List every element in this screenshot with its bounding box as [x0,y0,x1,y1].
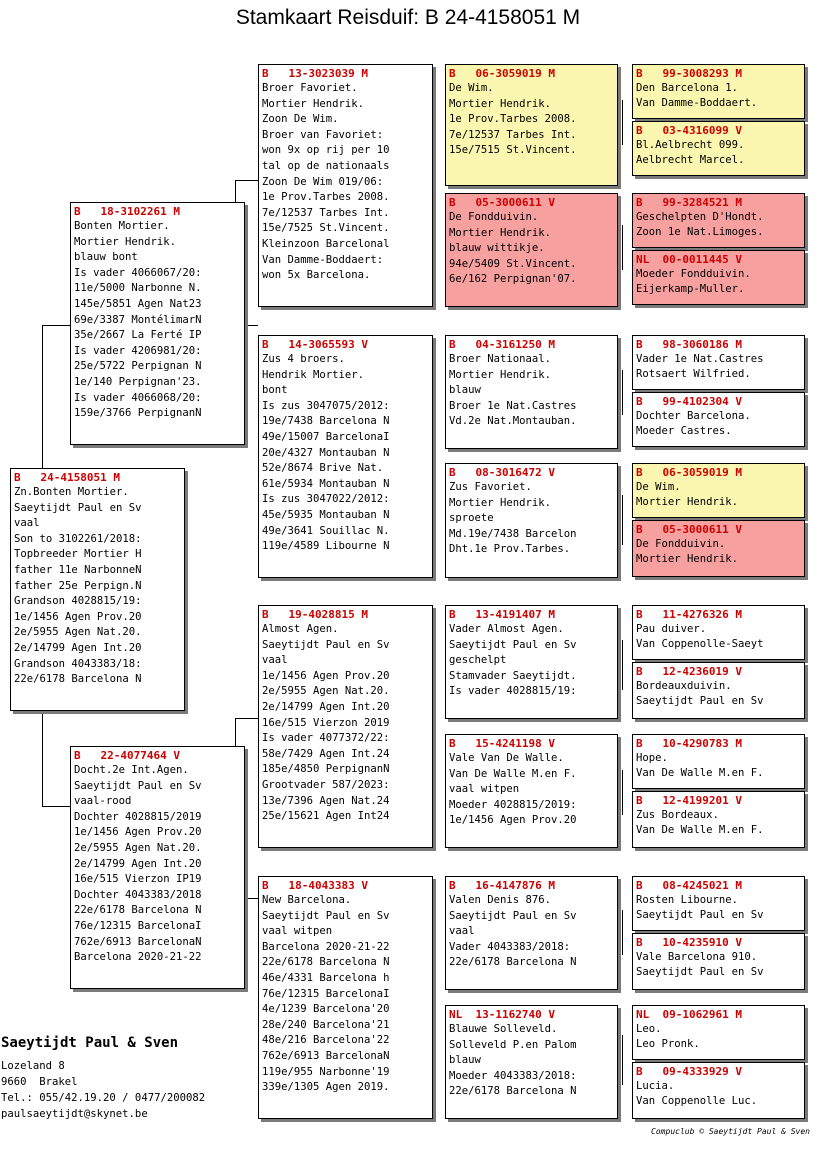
pedigree-card-gggp [632,662,805,719]
card-line: 76e/12315 BarcelonaI [262,987,390,1000]
card-line: Vale Van De Walle. [449,752,564,764]
card-line: 25e/15621 Agen Int24 [262,810,390,823]
card-line: Mortier Hendrik. [449,97,552,110]
connector-line [42,325,70,326]
card-line: 7e/12537 Tarbes Int. [449,128,577,141]
card-line: 49e/15007 BarcelonaI [262,430,390,443]
pedigree-card-grandfather-maternal [258,605,433,848]
card-line: Grandson 4028815/19: [14,595,142,608]
card-line: Leo. [636,1023,662,1035]
card-line: 1e/1456 Agen Prov.20 [262,669,390,682]
card-line: Is vader 4066068/20: [74,391,202,404]
card-line: 46e/4331 Barcelona h [262,971,390,984]
ring-number: B 04-3161250 M [449,338,555,351]
card-line: 16e/515 Vierzon IP19 [74,873,202,886]
breeder-phone: Tel.: 055/42.19.20 / 0477/200082 [1,1092,206,1104]
ring-number: B 24-4158051 M [14,471,120,484]
card-line: Is vader 4077372/22: [262,732,390,745]
card-line: 6e/162 Perpignan'07. [449,273,577,286]
card-line: Van Damme-Boddaert: [262,253,384,266]
card-line: 1e Prov.Tarbes 2008. [262,191,390,204]
card-line: 20e/4327 Montauban N [262,446,390,459]
connector-line [622,225,623,270]
card-line: tal op de nationaals [262,159,390,172]
card-line: 22e/6178 Barcelona N [14,673,142,686]
card-line: 1e/140 Perpignan'23. [74,375,202,388]
card-line: 69e/3387 MontélimarN [74,313,202,326]
connector-line [42,325,43,468]
connector-line [622,640,623,690]
card-line: 2e/5955 Agen Nat.20. [14,626,142,639]
pedigree-card-gggp [632,121,805,176]
card-line: Is vader 4066067/20: [74,266,202,279]
card-line: Mortier Hendrik. [636,495,739,508]
card-line: Van De Walle M.en F. [636,766,764,779]
card-line: Van De Walle M.en F. [636,823,764,836]
page-title: Stamkaart Reisduif: B 24-4158051 M [235,6,581,29]
card-line: 45e/5935 Montauban N [262,508,390,521]
ring-number: B 12-4236019 V [636,665,742,678]
card-line: 16e/515 Vierzon 2019 [262,716,390,729]
card-line: 1e/1456 Agen Prov.20 [449,814,577,827]
pedigree-card-ggp [445,64,618,186]
card-line: Son to 3102261/2018: [14,532,142,545]
connector-line [622,1035,623,1085]
breeder-address: Lozeland 8 [1,1060,65,1072]
card-line: New Barcelona. [262,894,352,906]
card-line: Is vader 4028815/19: [449,685,577,698]
card-line: Moeder Castres. [636,424,732,437]
pedigree-card-gggp [632,605,805,660]
card-line: Is zus 3047022/2012: [262,493,390,506]
ring-number: B 22-4077464 V [74,749,180,762]
card-line: De Wim. [636,481,681,493]
pedigree-card-ggp [445,876,618,990]
card-line: De Fondduivin. [636,538,726,550]
card-line: Van De Walle M.en F. [449,767,577,780]
card-line: Zus 4 broers. [262,353,345,365]
card-line: 11e/5000 Narbonne N. [74,282,202,295]
card-line: 2e/14799 Agen Int.20 [14,641,142,654]
card-line: 2e/5955 Agen Nat.20. [262,685,390,698]
pedigree-card-gggp [632,1062,805,1119]
card-line: Grandson 4043383/18: [14,657,142,670]
card-line: 61e/5934 Montauban N [262,477,390,490]
card-line: 2e/14799 Agen Int.20 [262,700,390,713]
card-line: Vader Almost Agen. [449,623,564,635]
card-line: 1e Prov.Tarbes 2008. [449,113,577,126]
breeder-name: Saeytijdt Paul & Sven [1,1035,179,1051]
card-line: Mortier Hendrik. [449,368,552,381]
pedigree-card-grandmother-maternal [258,876,433,1119]
ring-number: B 15-4241198 V [449,737,555,750]
ring-number: B 13-4191407 M [449,608,555,621]
ring-number: NL 00-0011445 V [636,253,742,266]
ring-number: B 16-4147876 M [449,879,555,892]
card-line: Vader 1e Nat.Castres [636,353,764,365]
card-line: Barcelona 2020-21-22 [262,940,390,953]
card-line: Zoon De Wim. [262,113,339,126]
card-line: Blauwe Solleveld. [449,1023,558,1035]
connector-line [235,180,258,181]
card-line: Van Coppenolle Luc. [636,1094,758,1107]
pedigree-card-ggp [445,463,618,578]
ring-number: NL 09-1062961 M [636,1008,742,1021]
card-line: Saeytijdt Paul en Sv [262,638,390,651]
card-line: Mortier Hendrik. [636,552,739,565]
card-line: 15e/7525 St.Vincent. [262,222,390,235]
card-line: 2e/14799 Agen Int.20 [74,857,202,870]
ring-number: B 18-3102261 M [74,205,180,218]
pedigree-card-gggp [632,392,805,447]
ring-number: B 09-4333929 V [636,1065,742,1078]
card-line: 7e/12537 Tarbes Int. [262,206,390,219]
card-line: Moeder Fondduivin. [636,268,751,280]
connector-line [622,770,623,815]
pedigree-card-gggp [632,250,805,305]
pedigree-card-mother [70,746,245,989]
ring-number: B 18-4043383 V [262,879,368,892]
card-line: Vader 4043383/2018: [449,940,571,953]
connector-line [235,718,258,719]
ring-number: B 03-4316099 V [636,124,742,137]
ring-number: B 08-4245021 M [636,879,742,892]
pedigree-card-subject [10,468,185,711]
card-line: 2e/5955 Agen Nat.20. [74,841,202,854]
card-line: Zn.Bonten Mortier. [14,486,129,498]
card-line: Almost Agen. [262,623,339,635]
card-line: Aelbrecht Marcel. [636,153,745,166]
card-line: 22e/6178 Barcelona N [449,956,577,969]
copyright-notice: Compuclub © Saeytijdt Paul & Sven [651,1127,810,1136]
card-line: Mortier Hendrik. [449,226,552,239]
card-line: Pau duiver. [636,623,707,635]
card-line: Docht.2e Int.Agen. [74,764,189,776]
card-line: father 11e NarbonneN [14,563,142,576]
card-line: 22e/6178 Barcelona N [74,904,202,917]
pedigree-card-ggp [445,734,618,848]
card-line: Vale Barcelona 910. [636,951,758,963]
card-line: 4e/1239 Barcelona'20 [262,1003,390,1016]
card-line: Saeytijdt Paul en Sv [636,965,764,978]
card-line: 145e/5851 Agen Nat23 [74,297,202,310]
card-line: De Wim. [449,82,494,94]
card-line: Stamvader Saeytijdt. [449,669,577,682]
ring-number: B 99-3284521 M [636,196,742,209]
card-line: Kleinzoon Barcelonal [262,237,390,250]
card-line: 52e/8674 Brive Nat. [262,462,384,475]
ring-number: B 05-3000611 V [636,523,742,536]
card-line: Barcelona 2020-21-22 [74,951,202,964]
ring-number: B 99-4102304 V [636,395,742,408]
card-line: Bonten Mortier. [74,220,170,232]
pedigree-card-gggp [632,64,805,119]
connector-line [622,495,623,545]
card-line: 1e/1456 Agen Prov.20 [74,826,202,839]
card-line: Dochter Barcelona. [636,410,751,422]
card-line: 1e/1456 Agen Prov.20 [14,610,142,623]
pedigree-card-father [70,202,245,445]
card-line: Saeytijdt Paul en Sv [74,779,202,792]
card-line: Saeytijdt Paul en Sv [449,638,577,651]
pedigree-card-gggp [632,335,805,390]
card-line: Mortier Hendrik. [449,496,552,509]
card-line: De Fondduivin. [449,211,539,223]
card-line: Geschelpten D'Hondt. [636,211,764,223]
ring-number: NL 13-1162740 V [449,1008,555,1021]
ring-number: B 13-3023039 M [262,67,368,80]
card-line: Broer Nationaal. [449,353,552,365]
ring-number: B 14-3065593 V [262,338,368,351]
card-line: blauw [449,384,481,397]
card-line: Dht.1e Prov.Tarbes. [449,543,571,556]
card-line: Zoon De Wim 019/06: [262,175,384,188]
card-line: Solleveld P.en Palom [449,1038,577,1051]
card-line: Saeytijdt Paul en Sv [636,908,764,921]
ring-number: B 19-4028815 M [262,608,368,621]
connector-line [42,711,43,806]
card-line: 19e/7438 Barcelona N [262,415,390,428]
ring-number: B 99-3008293 M [636,67,742,80]
card-line: Broer 1e Nat.Castres [449,399,577,412]
card-line: Mortier Hendrik. [262,97,365,110]
card-line: Vd.2e Nat.Montauban. [449,415,577,428]
card-line: 35e/2667 La Ferté IP [74,329,202,342]
card-line: blauw wittikje. [449,242,545,255]
card-line: Bl.Aelbrecht 099. [636,139,745,151]
card-line: 94e/5409 St.Vincent. [449,257,577,270]
pedigree-card-gggp [632,1005,805,1060]
card-line: 22e/6178 Barcelona N [449,1085,577,1098]
card-line: 13e/7396 Agen Nat.24 [262,794,390,807]
card-line: 49e/3641 Souillac N. [262,524,390,537]
card-line: 119e/4589 Libourne N [262,540,390,553]
card-line: Eijerkamp-Muller. [636,282,745,295]
ring-number: B 10-4235910 V [636,936,742,949]
breeder-email: paulsaeytijdt@skynet.be [1,1108,148,1120]
card-line: 185e/4850 PerpignanN [262,763,390,776]
card-line: 762e/6913 BarcelonaN [262,1049,390,1062]
card-line: father 25e Perpign.N [14,579,142,592]
card-line: vaal-rood [74,795,132,808]
card-line: 339e/1305 Agen 2019. [262,1081,390,1094]
card-line: Grootvader 587/2023: [262,778,390,791]
card-line: Zoon 1e Nat.Limoges. [636,225,764,238]
card-line: Den Barcelona 1. [636,82,739,94]
card-line: Bordeauxduivin. [636,680,732,692]
card-line: Leo Pronk. [636,1037,700,1050]
ring-number: B 12-4199201 V [636,794,742,807]
pedigree-card-gggp [632,876,805,931]
ring-number: B 11-4276326 M [636,608,742,621]
card-line: Rosten Libourne. [636,894,739,906]
pedigree-card-grandfather-paternal [258,64,433,307]
card-line: Broer Favoriet. [262,82,358,94]
card-line: geschelpt [449,654,507,667]
card-line: Rotsaert Wilfried. [636,367,751,380]
card-line: won 9x op rij per 10 [262,144,390,157]
card-line: vaal witpen [449,783,520,796]
card-line: vaal [14,517,40,530]
connector-line [42,806,70,807]
pedigree-card-grandmother-paternal [258,335,433,578]
card-line: 762e/6913 BarcelonaN [74,935,202,948]
card-line: vaal witpen [262,925,333,938]
card-line: Lucia. [636,1080,675,1092]
card-line: Mortier Hendrik. [74,235,177,248]
pedigree-card-gggp [632,193,805,248]
card-line: Dochter 4028815/2019 [74,810,202,823]
card-line: Hendrik Mortier. [262,368,365,381]
card-line: 159e/3766 PerpignanN [74,407,202,420]
card-line: Md.19e/7438 Barcelon [449,527,577,540]
card-line: Broer van Favoriet: [262,128,384,141]
card-line: Zus Bordeaux. [636,809,719,821]
ring-number: B 06-3059019 M [449,67,555,80]
card-line: Van Damme-Boddaert. [636,96,758,109]
card-line: Is vader 4206981/20: [74,344,202,357]
pedigree-card-gggp [632,463,805,518]
ring-number: B 08-3016472 V [449,466,555,479]
ring-number: B 10-4290783 M [636,737,742,750]
card-line: Moeder 4043383/2018: [449,1069,577,1082]
card-line: Saeytijdt Paul en Sv [636,694,764,707]
pedigree-card-gggp [632,734,805,789]
connector-line [622,910,623,955]
ring-number: B 06-3059019 M [636,466,742,479]
card-line: Saeytijdt Paul en Sv [449,909,577,922]
card-line: bont [262,384,288,397]
card-line: won 5x Barcelona. [262,269,371,282]
card-line: vaal [449,925,475,938]
ring-number: B 05-3000611 V [449,196,555,209]
pedigree-card-gggp [632,933,805,990]
card-line: Van Coppenolle-Saeyt [636,637,764,650]
card-line: 22e/6178 Barcelona N [262,956,390,969]
card-line: 76e/12315 BarcelonaI [74,919,202,932]
card-line: 58e/7429 Agen Int.24 [262,747,390,760]
card-line: Dochter 4043383/2018 [74,888,202,901]
card-line: blauw [449,1054,481,1067]
ring-number: B 98-3060186 M [636,338,742,351]
pedigree-card-ggp [445,193,618,307]
card-line: 48e/216 Barcelona'22 [262,1034,390,1047]
card-line: vaal [262,654,288,667]
card-line: Zus Favoriet. [449,481,532,493]
pedigree-card-ggp [445,335,618,449]
pedigree-card-ggp [445,1005,618,1119]
pedigree-card-ggp [445,605,618,719]
card-line: blauw bont [74,251,138,264]
breeder-city: 9660 Brakel [1,1076,78,1088]
card-line: 28e/240 Barcelona'21 [262,1018,390,1031]
card-line: 25e/5722 Perpignan N [74,360,202,373]
connector-line [622,370,623,415]
card-line: Hope. [636,752,668,764]
card-line: sproete [449,512,494,525]
card-line: Valen Denis 876. [449,894,552,906]
pedigree-card-gggp [632,520,805,577]
card-line: 15e/7515 St.Vincent. [449,144,577,157]
card-line: Is zus 3047075/2012: [262,399,390,412]
card-line: Saeytijdt Paul en Sv [14,501,142,514]
pedigree-card-gggp [632,791,805,848]
card-line: Moeder 4028815/2019: [449,798,577,811]
card-line: Saeytijdt Paul en Sv [262,909,390,922]
card-line: 119e/955 Narbonne'19 [262,1065,390,1078]
connector-line [622,100,623,145]
card-line: Topbreeder Mortier H [14,548,142,561]
